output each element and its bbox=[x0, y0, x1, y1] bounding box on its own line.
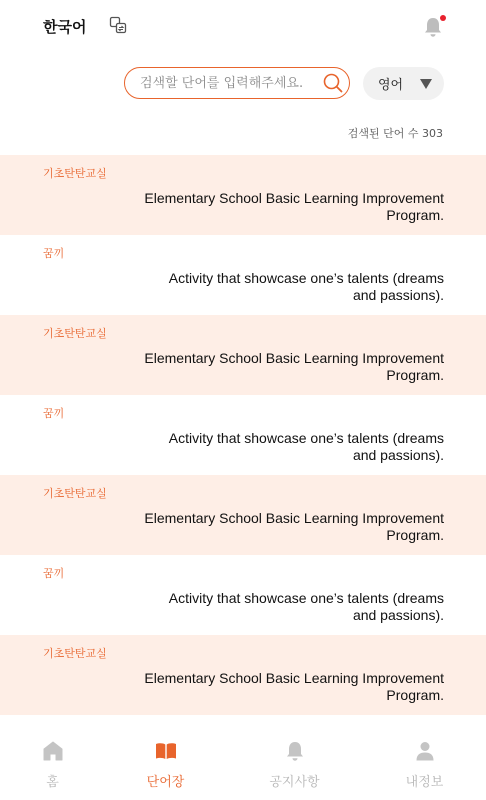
nav-label-notices: 공지사항 bbox=[269, 775, 320, 790]
word-meaning: Activity that showcase one’s talents (dreams and passions). bbox=[168, 430, 444, 463]
word-term: 꿈끼 bbox=[43, 407, 65, 420]
bottom-navigation bbox=[0, 715, 486, 800]
word-meaning: Activity that showcase one’s talents (dreams and passions). bbox=[168, 270, 444, 303]
search-box[interactable] bbox=[124, 67, 350, 99]
word-term: 기초탄탄교실 bbox=[43, 647, 107, 660]
book-icon bbox=[155, 740, 177, 762]
word-meaning: Elementary School Basic Learning Improvement Program. bbox=[144, 670, 444, 703]
notification-dot bbox=[440, 15, 446, 21]
word-meaning: Elementary School Basic Learning Improvement Program. bbox=[144, 190, 444, 223]
word-list-item[interactable] bbox=[0, 555, 486, 635]
nav-item-vocabulary[interactable] bbox=[105, 715, 226, 800]
word-list bbox=[0, 155, 486, 715]
language-select[interactable] bbox=[363, 67, 444, 100]
dropdown-triangle-icon bbox=[420, 79, 432, 89]
top-header bbox=[0, 0, 486, 52]
nav-item-home[interactable] bbox=[0, 715, 113, 800]
word-list-item[interactable] bbox=[0, 235, 486, 315]
word-term: 꿈끼 bbox=[43, 247, 65, 260]
word-list-item[interactable] bbox=[0, 635, 486, 715]
word-list-item[interactable] bbox=[0, 315, 486, 395]
search-input[interactable] bbox=[138, 75, 323, 92]
language-select-value: 영어 bbox=[378, 78, 404, 93]
word-term: 기초탄탄교실 bbox=[43, 167, 107, 180]
word-term: 기초탄탄교실 bbox=[43, 327, 107, 340]
word-term: 꿈끼 bbox=[43, 567, 65, 580]
word-meaning: Activity that showcase one’s talents (dreams and passions). bbox=[168, 590, 444, 623]
word-term: 기초탄탄교실 bbox=[43, 487, 107, 500]
current-language-title: 한국어 bbox=[43, 18, 87, 36]
word-list-item[interactable] bbox=[0, 155, 486, 235]
search-result-count: 검색된 단어 수 303 bbox=[347, 127, 443, 140]
nav-label-home: 홈 bbox=[46, 775, 59, 790]
bell-icon bbox=[284, 740, 306, 762]
nav-label-my-info: 내정보 bbox=[405, 775, 444, 790]
word-meaning: Elementary School Basic Learning Improvement Program. bbox=[144, 350, 444, 383]
nav-label-vocabulary: 단어장 bbox=[146, 775, 185, 790]
search-icon[interactable] bbox=[323, 73, 343, 93]
person-icon bbox=[414, 740, 436, 762]
nav-item-notices[interactable] bbox=[234, 715, 355, 800]
word-list-item[interactable] bbox=[0, 395, 486, 475]
nav-item-my-info[interactable] bbox=[364, 715, 485, 800]
word-list-item[interactable] bbox=[0, 475, 486, 555]
language-swap-icon[interactable] bbox=[109, 16, 127, 34]
word-meaning: Elementary School Basic Learning Improvement Program. bbox=[144, 510, 444, 543]
home-icon bbox=[42, 740, 64, 762]
